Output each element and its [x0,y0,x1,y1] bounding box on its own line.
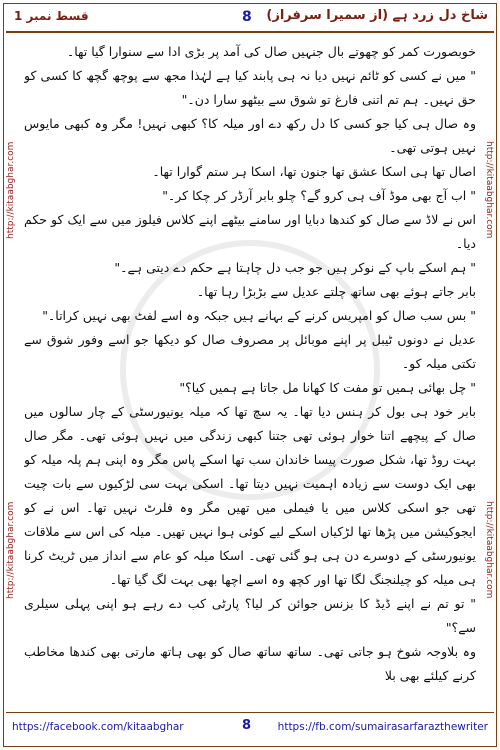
sidebar-url-left-bottom[interactable]: http://kitaabghar.com [6,501,16,599]
facebook-link[interactable]: https://facebook.com/kitaabghar [12,721,184,733]
page-header [6,6,494,32]
page-footer [6,716,494,740]
sidebar-url-right-top[interactable]: http://kitaabghar.com [484,141,494,239]
paragraph: خوبصورت کمر کو چھوتے بال جنہیں صال کی آمد پر بڑی ادا سے سنوارا گیا تھا۔ [66,44,476,59]
writer-facebook-link[interactable]: https://fb.com/sumairasarfarazthewriter [277,721,488,733]
paragraph: بابر خود ہی بول کر ہنس دیا تھا۔ یہ سچ تھا کہ میلہ یونیورسٹی کے چار سالوں میں صال کے پیچھے اتنا خوار ہوئی تھی جتنا کبھی زندگی میں نہیں ہوئی تھی۔ مگر صال بہت روڈ تھا، شکل صورت پیسا خاندان سب تھا اسکے پاس مگر وہ اپنی ہم پلہ میلہ کو بھی ایک دوست سے زیادہ اہمیت نہیں دیتا تھا۔ اسکی بہت سی لڑکیوں سے بات چیت تھی جو اسکی کلاس میں یا فیملی میں تھیں مگر وہ فلرٹ نہیں تھا۔ اس نے کو ایجوکیشن میں پڑھا تھا لڑکیاں اسکے لیے کوئی ہوا نہیں تھیں۔ میلہ کی اس سے ملاقات یونیورسٹی کے دوسرے دن ہی ہو گئی تھی۔ اسکا میلہ کو عام سے انداز میں ٹریٹ کرنا ہی میلہ کو چیلنجنگ لگا تھا اور کچھ وہ اسے اچھا بھی بہت لگ گیا تھا۔ [24,404,476,587]
paragraph: وہ صال ہی کیا جو کسی کا دل رکھ دے اور میلہ کا؟ کبھی نہیں! مگر وہ کبھی مایوس نہیں ہوتی تھی۔ [24,116,476,155]
paragraph: " تو تم نے اپنے ڈیڈ کا بزنس جوائن کر لیا؟ پارٹی کب دے رہے ہو اپنی پہلی سیلری سے؟" [24,596,476,635]
footer-divider [6,712,494,713]
episode-label: قسط نمبر 1 [14,9,89,23]
paragraph: بابر جاتے ہوئے بھی ساتھ چلتے عدیل سے بڑبڑا رہا تھا۔ [196,284,476,299]
paragraph: " بس سب صال کو امپریس کرنے کے بہانے ہیں جبکہ وہ اسے لفٹ بھی نہیں کراتا۔" [42,308,476,323]
header-page-number: 8 [242,9,252,25]
paragraph: عدیل نے دونوں ٹیبل پر اپنے موبائل پر مصروف صال کو دیکھا جو اسے وفور شوق سے تکتی میلہ کو۔ [24,332,476,371]
story-text [24,40,476,702]
header-divider [6,31,494,33]
sidebar-url-left-top[interactable]: http://kitaabghar.com [6,141,16,239]
paragraph: اس نے لاڈ سے صال کو کندھا دبایا اور سامنے بیٹھے اپنے کلاس فیلوز میں سے ایک کو حکم دیا۔ [24,212,476,251]
sidebar-url-right-bottom[interactable]: http://kitaabghar.com [484,501,494,599]
paragraph: " اب آج بھی موڈ آف ہی کرو گے؟ چلو بابر آرڈر کر چکا کر۔" [162,188,476,203]
paragraph: اصال تھا ہی اسکا عشق تھا جنون تھا، اسکا ہر ستم گوارا تھا۔ [152,164,476,179]
novel-title: شاخ دل زرد ہے (از سمیرا سرفراز) [266,8,488,23]
paragraph: " میں نے کسی کو ٹائم نہیں دیا نہ ہی پابند کیا ہے لہٰذا مجھ سے پوچھ گچھ کا کسی کو حق نہیں۔ ہم تم اتنی فارغ تو شوق سے بیٹھو سارا دن۔" [24,68,476,107]
footer-page-number: 8 [242,718,252,733]
paragraph: وہ بلاوجہ شوخ ہو جاتی تھی۔ ساتھ ساتھ صال کو بھی ہاتھ مارتی بھی کندھا مخاطب کرنے کیلئے بھی بلا [24,644,476,683]
paragraph: " چل بھائی ہمیں تو مفت کا کھانا مل جاتا ہے ہمیں کیا؟" [179,380,476,395]
paragraph: " ہم اسکے باپ کے نوکر ہیں جو جب دل چاہتا ہے حکم دے دیتی ہے۔" [114,260,476,275]
